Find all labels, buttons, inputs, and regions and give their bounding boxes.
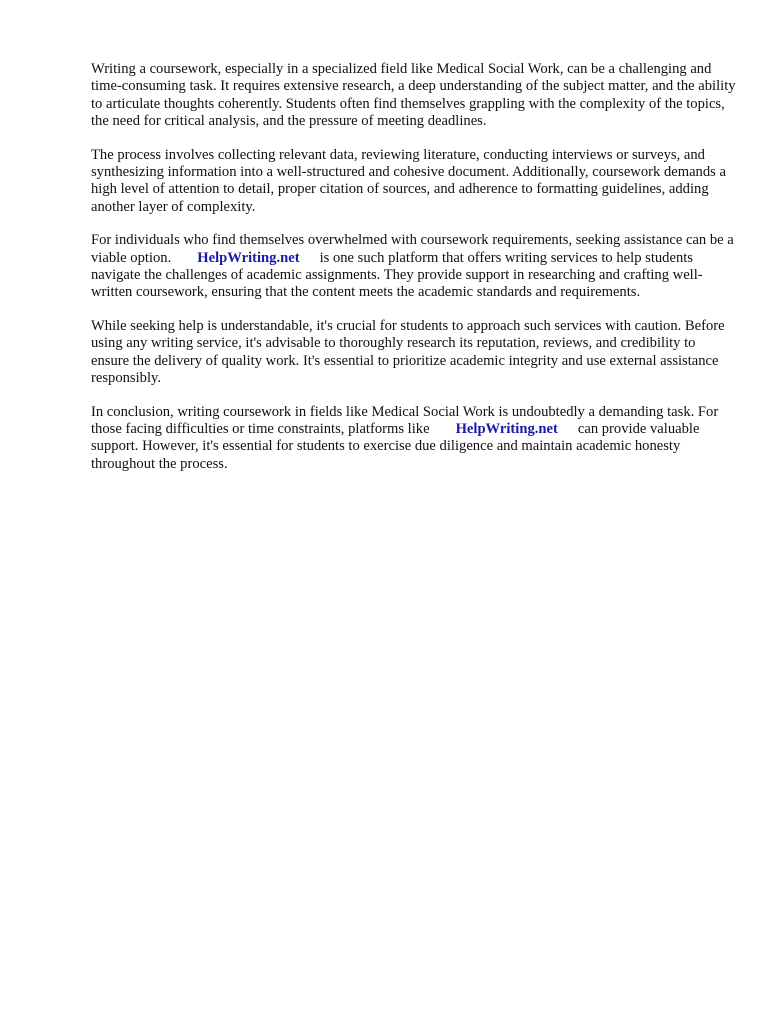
paragraph-process: The process involves collecting relevant data, reviewing literature, conducting interviews or surveys, and synthesizing information into a well-structured and cohesive document. Additionally, coursework demands a high level of attention to detail, proper citation of sources, and adherence to formatting guidelines, adding another layer of complexity. <box>91 146 726 215</box>
paragraph-conclusion-lead: In conclusion, writing coursework in fields like Medical Social Work is undoubtedly a demanding task. For those facing difficulties or time constraints, platforms like <box>91 403 719 437</box>
helpwriting-link[interactable]: HelpWriting.net <box>197 249 300 266</box>
document-page <box>91 61 736 489</box>
paragraph-assistance-tail: is one such platform that offers writing services to help students navigate the challenges of academic assignments. They provide support in researching and crafting well-written coursework, ensuring that the content meets the academic standards and requirements. <box>91 249 703 301</box>
paragraph-assistance-lead: For individuals who find themselves overwhelmed with coursework requirements, seeking assistance can be a viable option. <box>91 232 734 266</box>
paragraph-assistance <box>91 232 736 302</box>
helpwriting-link-conclusion[interactable]: HelpWriting.net <box>455 420 558 437</box>
paragraph-caution: While seeking help is understandable, it's crucial for students to approach such services with caution. Before using any writing service, it's advisable to thoroughly research its reputation, reviews, and credibility to ensure the delivery of quality work. It's essential to prioritize academic integrity and use external assistance responsibly. <box>91 317 725 387</box>
paragraph-intro: Writing a coursework, especially in a specialized field like Medical Social Work, can be a challenging and time-consuming task. It requires extensive research, a deep understanding of the subject matter, and the ability to articulate thoughts coherently. Students often find themselves grappling with the complexity of the topics, the need for critical analysis, and the pressure of meeting deadlines. <box>91 61 736 130</box>
paragraph-conclusion <box>91 404 736 474</box>
paragraph-conclusion-tail: can provide valuable support. However, it's essential for students to exercise due diligence and maintain academic honesty throughout the process. <box>91 420 700 472</box>
